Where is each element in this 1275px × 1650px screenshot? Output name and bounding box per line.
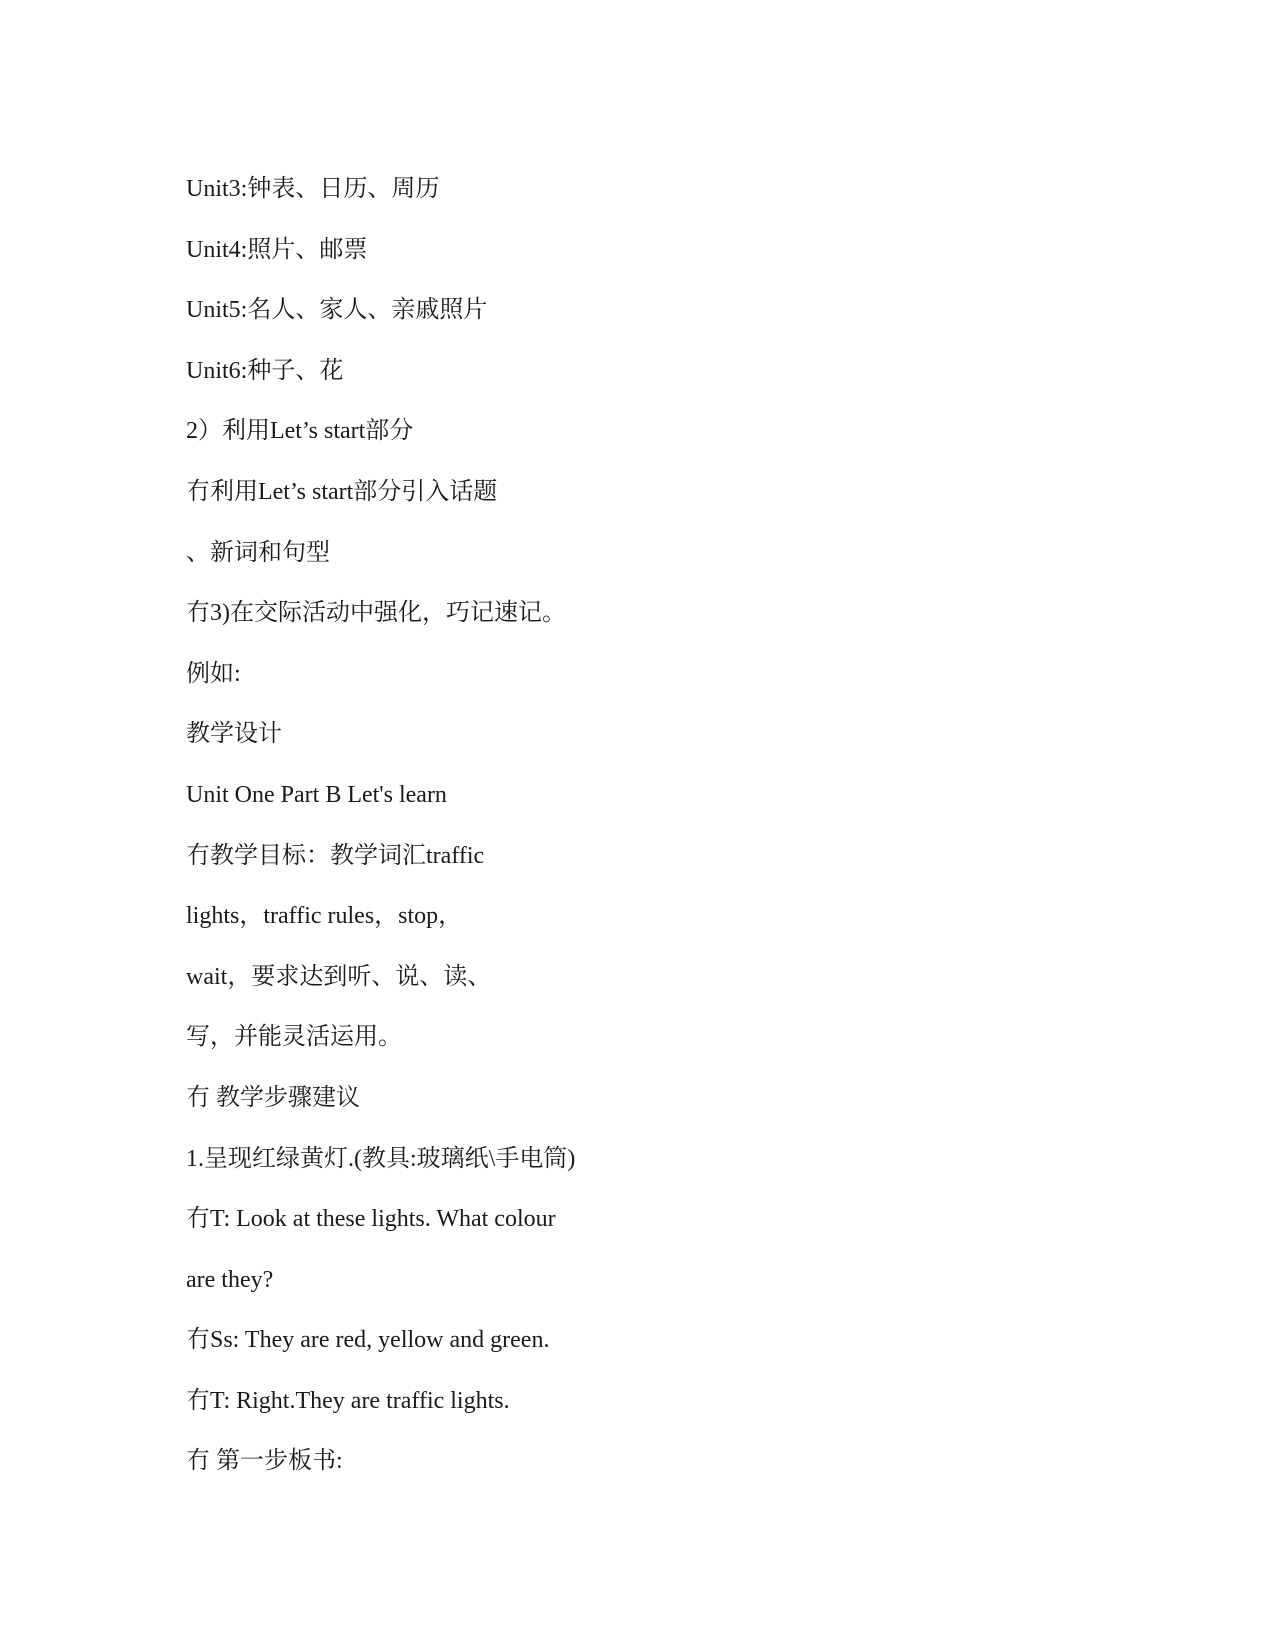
text-line: 冇教学目标：教学词汇traffic bbox=[186, 842, 485, 869]
text-line: 、新词和句型 bbox=[186, 539, 330, 566]
text-line: 冇Ss: They are red, yellow and green. bbox=[186, 1327, 550, 1354]
lesson-title: Unit One Part B Let's learn bbox=[186, 781, 447, 808]
section-heading: 教学设计 bbox=[186, 721, 282, 748]
text-line: 例如: bbox=[186, 660, 241, 687]
document-body bbox=[186, 174, 886, 1507]
text-line: 冇 第一步板书: bbox=[186, 1448, 343, 1475]
text-line: 冇T: Look at these lights. What colour bbox=[186, 1206, 556, 1233]
text-line: Unit4:照片、邮票 bbox=[186, 236, 368, 263]
text-line: 2）利用Let’s start部分 bbox=[186, 418, 414, 445]
text-line: 1.呈现红绿黄灯.(教具:玻璃纸\手电筒) bbox=[186, 1145, 576, 1172]
text-line: are they? bbox=[186, 1266, 274, 1293]
text-line: Unit3:钟表、日历、周历 bbox=[186, 176, 440, 202]
text-line: 冇利用Let’s start部分引入话题 bbox=[186, 478, 498, 505]
text-line: 写，并能灵活运用。 bbox=[186, 1024, 402, 1051]
text-line: 冇T: Right.They are traffic lights. bbox=[186, 1387, 510, 1414]
text-line: wait，要求达到听、说、读、 bbox=[186, 963, 492, 990]
text-line: Unit6:种子、花 bbox=[186, 357, 344, 384]
text-line: 冇 教学步骤建议 bbox=[186, 1084, 360, 1111]
text-line: lights，traffic rules，stop， bbox=[186, 903, 463, 930]
text-line: 冇3)在交际活动中强化，巧记速记。 bbox=[186, 600, 566, 627]
text-line: Unit5:名人、家人、亲戚照片 bbox=[186, 297, 488, 324]
